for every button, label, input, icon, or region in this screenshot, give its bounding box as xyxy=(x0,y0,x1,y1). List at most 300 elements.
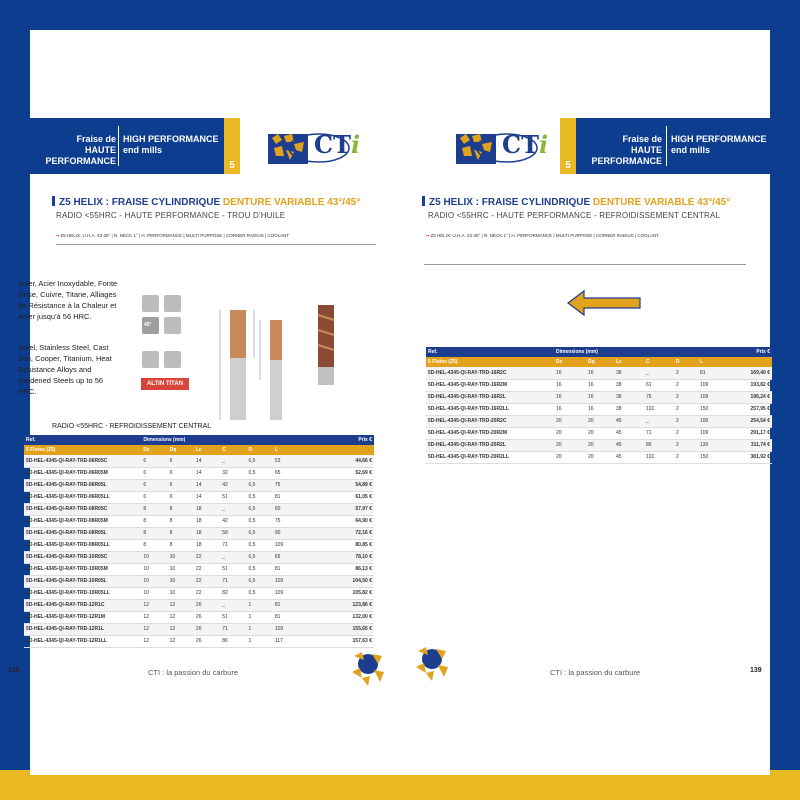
cell-dq: 8 xyxy=(168,503,194,515)
cell-dc: 6 xyxy=(141,467,167,479)
slotting-icon xyxy=(142,295,159,312)
coating-badge: ALTIN TITAN xyxy=(141,378,189,390)
table-row xyxy=(24,455,374,467)
cell-lc: 45 xyxy=(614,427,644,439)
cell-lc: 26 xyxy=(194,611,220,623)
cell-ref: 5D-HEL-4345-QI-RAY-TRD-16R2C xyxy=(426,367,554,379)
cell-r: 0,5 xyxy=(247,551,273,563)
cell-dc: 16 xyxy=(554,391,586,403)
col-ref-header: Ref. xyxy=(24,435,141,445)
cell-l: 81 xyxy=(273,611,299,623)
cell-c: 51 xyxy=(220,611,246,623)
cell-c: 51 xyxy=(220,563,246,575)
col-r-header-right: R xyxy=(674,357,698,367)
left-header-bar xyxy=(30,118,240,174)
right-divider xyxy=(424,264,746,265)
cell-ref: 5D-HEL-4345-QI-RAY-TRD-12R1M xyxy=(24,611,141,623)
table-header-row-right xyxy=(426,347,772,357)
cell-price: 78,10 € xyxy=(299,551,374,563)
cell-r: 0,5 xyxy=(247,479,273,491)
table-subheader-row xyxy=(24,445,374,455)
cell-lc: 18 xyxy=(194,527,220,539)
right-feature-tags: ▪▪ Z5 HELIX: U.H.A. 43-35° | R. NECK 1° | H. PERFORMANCE | MULTI PURPOSE | CORNER RADIUS | COOLANT xyxy=(426,233,660,238)
table-row xyxy=(426,415,772,427)
header-fr-line2-right: HAUTE PERFORMANCE xyxy=(591,145,662,166)
cell-dq: 8 xyxy=(168,539,194,551)
cell-l: 75 xyxy=(273,479,299,491)
right-product-title: Z5 HELIX : FRAISE CYLINDRIQUE DENTURE VARIABLE 43°/45° xyxy=(422,196,730,208)
cell-lc: 38 xyxy=(614,403,644,415)
cell-ref: 5D-HEL-4345-QI-RAY-TRD-06R05M xyxy=(24,467,141,479)
header-en-label-right xyxy=(671,134,767,156)
left-divider xyxy=(56,244,376,245)
cell-ref: 5D-HEL-4345-QI-RAY-TRD-16R2L xyxy=(426,391,554,403)
cell-l: 90 xyxy=(273,527,299,539)
cell-ref: 5D-HEL-4345-QI-RAY-TRD-20R2L xyxy=(426,439,554,451)
cell-r: 0,5 xyxy=(247,575,273,587)
table-row xyxy=(24,539,374,551)
cell-price: 196,24 € xyxy=(722,391,772,403)
cell-r: 0,5 xyxy=(247,527,273,539)
header-en-line2: end mills xyxy=(123,145,163,155)
left-footer-text: CTI : la passion du carbure xyxy=(148,668,239,677)
cell-dq: 16 xyxy=(586,367,614,379)
col-c-header: C xyxy=(220,445,246,455)
cell-l: 150 xyxy=(698,451,722,463)
cell-c: 101 xyxy=(644,403,674,415)
cell-c: 32 xyxy=(220,467,246,479)
cell-price: 57,97 € xyxy=(299,503,374,515)
cell-dq: 20 xyxy=(586,427,614,439)
cell-dq: 6 xyxy=(168,455,194,467)
cell-dc: 20 xyxy=(554,427,586,439)
left-table-heading: RADIO <55HRC - REFROIDISSEMENT CENTRAL xyxy=(52,423,212,430)
header-fr-label xyxy=(30,134,116,167)
col-dq-header: Dq xyxy=(168,445,194,455)
left-description-fr: Acier, Acier Inoxydable, Fonte Grise, Cuivre, Titane, Alliages de Résistance à la Chaleur et Acier jusqu'à 56 HRC. xyxy=(18,279,118,321)
cell-price: 64,90 € xyxy=(299,515,374,527)
cell-ref: 5D-HEL-4345-QI-RAY-TRD-10R05M xyxy=(24,563,141,575)
cell-lc: 14 xyxy=(194,491,220,503)
cell-lc: 22 xyxy=(194,587,220,599)
cell-l: 60 xyxy=(273,503,299,515)
section-number-right: 5 xyxy=(565,160,571,171)
cell-ref: 5D-HEL-4345-QI-RAY-TRD-20R2M xyxy=(426,427,554,439)
helix-angle-icon: 45° xyxy=(142,317,159,334)
table-row xyxy=(426,367,772,379)
cell-r: 2 xyxy=(674,427,698,439)
cell-dq: 16 xyxy=(586,379,614,391)
cell-ref: 5D-HEL-4345-QI-RAY-TRD-20R2LL xyxy=(426,451,554,463)
cell-dq: 20 xyxy=(586,439,614,451)
table-row xyxy=(24,551,374,563)
cell-l: 117 xyxy=(273,635,299,647)
left-subtitle: RADIO <55HRC - HAUTE PERFORMANCE - TROU D'HUILE xyxy=(56,211,286,220)
cell-lc: 18 xyxy=(194,539,220,551)
cell-c: _ xyxy=(644,415,674,427)
cell-dc: 12 xyxy=(141,611,167,623)
cell-ref: 5D-HEL-4345-QI-RAY-TRD-12R1LL xyxy=(24,635,141,647)
table-row xyxy=(426,451,772,463)
cell-r: 2 xyxy=(674,391,698,403)
cell-lc: 38 xyxy=(614,391,644,403)
col-lc-header-right: Lc xyxy=(614,357,644,367)
cell-lc: 26 xyxy=(194,635,220,647)
cell-dc: 20 xyxy=(554,451,586,463)
cell-lc: 45 xyxy=(614,439,644,451)
table-row xyxy=(24,599,374,611)
header-separator xyxy=(118,126,119,166)
cell-lc: 18 xyxy=(194,503,220,515)
cell-ref: 5D-HEL-4345-QI-RAY-TRD-10R05C xyxy=(24,551,141,563)
left-page-number: 138 xyxy=(8,667,20,674)
col-flutes-header-right: 5 Flutes (Z5) xyxy=(426,357,554,367)
plunging-icon xyxy=(164,351,181,368)
col-flutes-header: 5 Flutes (Z5) xyxy=(24,445,141,455)
cell-dc: 12 xyxy=(141,623,167,635)
cell-dq: 10 xyxy=(168,587,194,599)
table-row xyxy=(24,611,374,623)
cell-dq: 12 xyxy=(168,635,194,647)
col-l-header: L xyxy=(273,445,299,455)
col-dc-header: Dc xyxy=(141,445,167,455)
right-header-band xyxy=(400,118,770,206)
cell-c: 76 xyxy=(644,391,674,403)
cell-price: 44,66 € xyxy=(299,455,374,467)
section-tab xyxy=(224,118,240,174)
cell-c: _ xyxy=(220,551,246,563)
cell-price: 104,50 € xyxy=(299,575,374,587)
cell-l: 109 xyxy=(273,575,299,587)
table-row xyxy=(24,503,374,515)
cell-dc: 12 xyxy=(141,635,167,647)
cell-lc: 22 xyxy=(194,575,220,587)
left-feature-tags: ▪▪ Z5 HELIX: U.H.A. 43-35° | R. NECK 1° | H. PERFORMANCE | MULTI PURPOSE | CORNER RADIUS | COOLANT xyxy=(56,233,290,238)
cell-r: 0,5 xyxy=(247,491,273,503)
cell-c: 42 xyxy=(220,515,246,527)
cell-dc: 20 xyxy=(554,415,586,427)
col-dq-header-right: Dq xyxy=(586,357,614,367)
cell-dq: 8 xyxy=(168,515,194,527)
col-r-header: R xyxy=(247,445,273,455)
cell-price: 169,40 € xyxy=(722,367,772,379)
cell-dc: 8 xyxy=(141,515,167,527)
cell-c: _ xyxy=(220,455,246,467)
cell-dc: 10 xyxy=(141,551,167,563)
header-en-label xyxy=(123,134,219,156)
title-accent-right: DENTURE VARIABLE 43°/45° xyxy=(592,197,731,208)
cell-price: 254,54 € xyxy=(722,415,772,427)
cell-ref: 5D-HEL-4345-QI-RAY-TRD-20R2C xyxy=(426,415,554,427)
cell-l: 100 xyxy=(698,415,722,427)
right-page-number: 139 xyxy=(750,667,762,674)
left-header-band xyxy=(30,118,400,206)
right-footer-text: CTI : la passion du carbure xyxy=(550,668,641,677)
cell-r: 2 xyxy=(674,379,698,391)
cell-lc: 22 xyxy=(194,551,220,563)
cell-r: 2 xyxy=(674,451,698,463)
cell-c: 86 xyxy=(220,635,246,647)
cell-price: 157,63 € xyxy=(299,635,374,647)
cell-lc: 45 xyxy=(614,451,644,463)
col-dimensions-header-right: Dimensions (mm) xyxy=(554,347,674,357)
cell-dq: 16 xyxy=(586,391,614,403)
col-dimensions-header: Dimensions (mm) xyxy=(141,435,246,445)
cell-l: 75 xyxy=(273,515,299,527)
cell-dc: 16 xyxy=(554,403,586,415)
cell-dc: 20 xyxy=(554,439,586,451)
cell-price: 311,74 € xyxy=(722,439,772,451)
cell-ref: 5D-HEL-4345-QI-RAY-TRD-06R05L xyxy=(24,479,141,491)
left-price-table xyxy=(24,435,374,648)
cell-dc: 8 xyxy=(141,503,167,515)
left-footer-logo xyxy=(348,650,388,690)
cti-logo xyxy=(264,124,361,168)
cell-ref: 5D-HEL-4345-QI-RAY-TRD-16R2LL xyxy=(426,403,554,415)
table-row xyxy=(24,623,374,635)
cell-ref: 5D-HEL-4345-QI-RAY-TRD-08R05LL xyxy=(24,539,141,551)
cell-price: 132,00 € xyxy=(299,611,374,623)
cell-l: 65 xyxy=(273,551,299,563)
header-fr-line1-right: Fraise de xyxy=(622,134,662,144)
cell-price: 61,05 € xyxy=(299,491,374,503)
section-number: 5 xyxy=(229,160,235,171)
col-c-header-right: C xyxy=(644,357,674,367)
cell-price: 86,13 € xyxy=(299,563,374,575)
col-price-header: Prix € xyxy=(299,435,374,445)
cell-r: 2 xyxy=(674,367,698,379)
cell-l: 109 xyxy=(698,379,722,391)
title-bullet xyxy=(52,196,55,206)
table-header-row xyxy=(24,435,374,445)
cell-lc: 14 xyxy=(194,479,220,491)
cti-logo-right xyxy=(452,124,549,168)
table-row xyxy=(24,467,374,479)
cell-dq: 10 xyxy=(168,551,194,563)
cell-c: 42 xyxy=(220,479,246,491)
cell-dc: 10 xyxy=(141,563,167,575)
table-row xyxy=(24,563,374,575)
cell-ref: 5D-HEL-4345-QI-RAY-TRD-08R05M xyxy=(24,515,141,527)
cell-dc: 6 xyxy=(141,455,167,467)
cell-c: _ xyxy=(220,599,246,611)
cell-ref: 5D-HEL-4345-QI-RAY-TRD-10R05L xyxy=(24,575,141,587)
left-arrow-icon xyxy=(566,289,642,317)
cell-price: 193,82 € xyxy=(722,379,772,391)
cell-r: 0,5 xyxy=(247,587,273,599)
right-header-bar xyxy=(576,118,770,174)
cell-l: 53 xyxy=(273,455,299,467)
cell-lc: 38 xyxy=(614,379,644,391)
header-separator-right xyxy=(666,126,667,166)
cell-price: 54,89 € xyxy=(299,479,374,491)
right-footer-logo xyxy=(412,645,452,685)
cell-dq: 16 xyxy=(586,403,614,415)
cell-dq: 10 xyxy=(168,575,194,587)
table-row xyxy=(24,587,374,599)
cell-ref: 5D-HEL-4345-QI-RAY-TRD-12R1L xyxy=(24,623,141,635)
left-product-title: Z5 HELIX : FRAISE CYLINDRIQUE DENTURE VARIABLE 43°/45° xyxy=(52,196,360,208)
cell-r: 2 xyxy=(674,403,698,415)
cell-lc: 14 xyxy=(194,467,220,479)
cell-lc: 38 xyxy=(614,367,644,379)
cell-l: 81 xyxy=(698,367,722,379)
table-subheader-row-right xyxy=(426,357,772,367)
cell-r: 0,5 xyxy=(247,467,273,479)
cell-dq: 12 xyxy=(168,599,194,611)
cell-c: _ xyxy=(644,367,674,379)
cell-dc: 10 xyxy=(141,587,167,599)
cell-price: 381,92 € xyxy=(722,451,772,463)
cell-dc: 8 xyxy=(141,539,167,551)
cell-r: 1 xyxy=(247,623,273,635)
header-en-line2-right: end mills xyxy=(671,145,711,155)
cell-r: 0,5 xyxy=(247,455,273,467)
cell-r: 0,5 xyxy=(247,563,273,575)
cell-price: 80,85 € xyxy=(299,539,374,551)
logo-wordmark-right: CTi xyxy=(502,130,549,159)
cell-dc: 16 xyxy=(554,379,586,391)
cell-ref: 5D-HEL-4345-QI-RAY-TRD-08R05L xyxy=(24,527,141,539)
table-row xyxy=(426,391,772,403)
header-en-line1-right: HIGH PERFORMANCE xyxy=(671,134,767,144)
table-row xyxy=(24,491,374,503)
header-fr-line2: HAUTE PERFORMANCE xyxy=(45,145,116,166)
cell-c: 86 xyxy=(644,439,674,451)
right-page xyxy=(400,30,770,775)
cell-ref: 5D-HEL-4345-QI-RAY-TRD-06R05C xyxy=(24,455,141,467)
table-row xyxy=(426,379,772,391)
cell-dc: 10 xyxy=(141,575,167,587)
cell-price: 257,95 € xyxy=(722,403,772,415)
cell-l: 65 xyxy=(273,467,299,479)
cell-price: 105,82 € xyxy=(299,587,374,599)
cell-dc: 8 xyxy=(141,527,167,539)
table-row xyxy=(426,403,772,415)
cell-l: 81 xyxy=(273,599,299,611)
cell-r: 2 xyxy=(674,415,698,427)
section-tab-right xyxy=(560,118,576,174)
col-l-header-right: L xyxy=(698,357,722,367)
cell-dq: 8 xyxy=(168,527,194,539)
cell-r: 0,5 xyxy=(247,515,273,527)
cell-c: 71 xyxy=(220,539,246,551)
cell-dc: 16 xyxy=(554,367,586,379)
cell-ref: 5D-HEL-4345-QI-RAY-TRD-06R05LL xyxy=(24,491,141,503)
cell-ref: 5D-HEL-4345-QI-RAY-TRD-10R05LL xyxy=(24,587,141,599)
col-price-header-right: Prix € xyxy=(722,347,772,357)
cell-r: 1 xyxy=(247,611,273,623)
cell-c: 82 xyxy=(220,587,246,599)
cell-c: 101 xyxy=(644,451,674,463)
table-row xyxy=(24,527,374,539)
drilling-icon xyxy=(164,295,181,312)
cell-lc: 45 xyxy=(614,415,644,427)
header-en-line1: HIGH PERFORMANCE xyxy=(123,134,219,144)
cell-dc: 6 xyxy=(141,479,167,491)
cell-dq: 6 xyxy=(168,467,194,479)
table-row xyxy=(24,479,374,491)
title-bullet-right xyxy=(422,196,425,206)
cell-dq: 20 xyxy=(586,415,614,427)
cell-dq: 10 xyxy=(168,563,194,575)
cell-dq: 12 xyxy=(168,623,194,635)
cell-r: 1 xyxy=(247,599,273,611)
cell-c: 51 xyxy=(220,491,246,503)
cell-price: 155,65 € xyxy=(299,623,374,635)
cell-dq: 6 xyxy=(168,479,194,491)
cell-price: 291,17 € xyxy=(722,427,772,439)
cell-l: 130 xyxy=(698,439,722,451)
cell-price: 123,86 € xyxy=(299,599,374,611)
cell-r: 1 xyxy=(247,635,273,647)
cell-l: 109 xyxy=(273,587,299,599)
cell-r: 2 xyxy=(674,439,698,451)
cell-lc: 18 xyxy=(194,515,220,527)
cell-price: 52,69 € xyxy=(299,467,374,479)
cell-r: 0,5 xyxy=(247,503,273,515)
cell-c: 58 xyxy=(220,527,246,539)
right-subtitle: RADIO <55HRC - HAUTE PERFORMANCE - REFROIDISSEMENT CENTRAL xyxy=(428,211,721,220)
title-accent: DENTURE VARIABLE 43°/45° xyxy=(222,197,361,208)
cell-l: 109 xyxy=(698,427,722,439)
cell-lc: 26 xyxy=(194,599,220,611)
cell-l: 109 xyxy=(698,391,722,403)
table-row xyxy=(24,575,374,587)
cell-dq: 12 xyxy=(168,611,194,623)
cell-ref: 5D-HEL-4345-QI-RAY-TRD-16R2M xyxy=(426,379,554,391)
table-row xyxy=(24,515,374,527)
left-page xyxy=(8,30,400,775)
cell-lc: 26 xyxy=(194,623,220,635)
cell-l: 109 xyxy=(273,623,299,635)
table-row xyxy=(426,439,772,451)
left-description-en: Steel, Stainless Steel, Cast Iron, Cooper, Titanium, Heat Resistance Alloys and Hardened Steels up to 56 HRC. xyxy=(18,343,112,396)
cell-c: 61 xyxy=(644,379,674,391)
logo-wordmark: CTi xyxy=(314,130,361,159)
cell-c: _ xyxy=(220,503,246,515)
cell-c: 71 xyxy=(220,575,246,587)
cell-ref: 5D-HEL-4345-QI-RAY-TRD-08R05C xyxy=(24,503,141,515)
col-dc-header-right: Dc xyxy=(554,357,586,367)
cell-l: 81 xyxy=(273,563,299,575)
col-lc-header: Lc xyxy=(194,445,220,455)
cell-r: 0,5 xyxy=(247,539,273,551)
cell-lc: 22 xyxy=(194,563,220,575)
cell-dq: 20 xyxy=(586,451,614,463)
table-row xyxy=(24,635,374,647)
cell-dq: 6 xyxy=(168,491,194,503)
right-price-table xyxy=(426,347,772,464)
cell-price: 72,16 € xyxy=(299,527,374,539)
ramping-icon xyxy=(164,317,181,334)
cell-lc: 14 xyxy=(194,455,220,467)
cell-l: 109 xyxy=(273,539,299,551)
table-row xyxy=(426,427,772,439)
cell-ref: 5D-HEL-4345-QI-RAY-TRD-12R1C xyxy=(24,599,141,611)
contouring-icon xyxy=(142,351,159,368)
cell-dc: 6 xyxy=(141,491,167,503)
header-fr-line1: Fraise de xyxy=(76,134,116,144)
cell-l: 150 xyxy=(698,403,722,415)
col-ref-header-right: Ref. xyxy=(426,347,554,357)
end-mill-drawings xyxy=(210,280,350,430)
cell-c: 71 xyxy=(220,623,246,635)
cell-l: 81 xyxy=(273,491,299,503)
cell-dc: 12 xyxy=(141,599,167,611)
cell-c: 71 xyxy=(644,427,674,439)
header-fr-label-right xyxy=(576,134,662,167)
